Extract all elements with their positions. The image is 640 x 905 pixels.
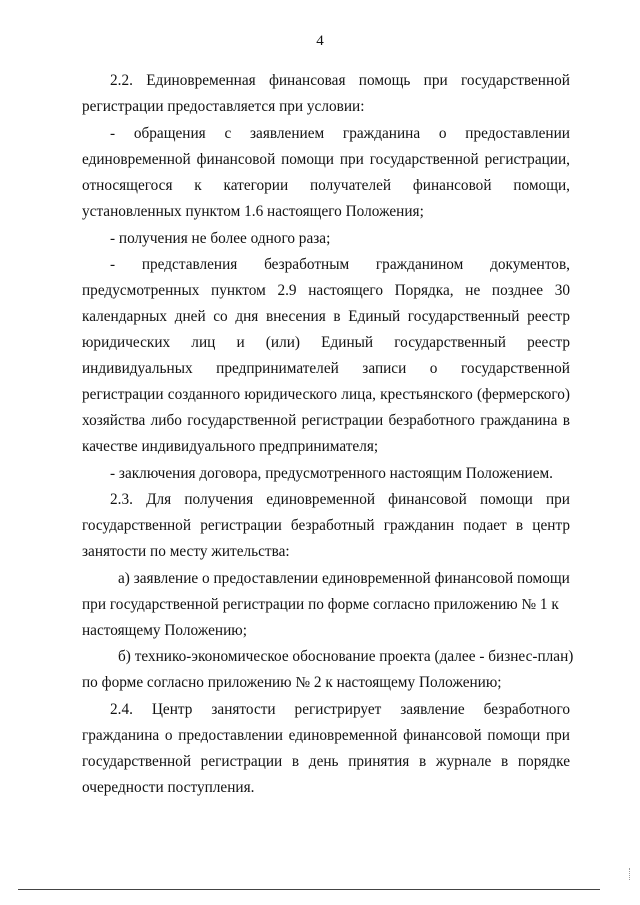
- text-line: регистрации предоставляется при условии:: [82, 98, 365, 115]
- text-line: б) технико-экономическое обоснование проекта (далее - бизнес-план): [118, 648, 574, 665]
- text-line: хозяйства либо государственной регистрации безработного гражданина в: [82, 412, 570, 429]
- text-line: - обращения с заявлением гражданина о предоставлении: [110, 125, 570, 142]
- text-line: государственной регистрации безработный гражданин подает в центр: [82, 517, 570, 534]
- text-line: 2.2. Единовременная финансовая помощь при государственной: [110, 72, 570, 89]
- text-line: по форме согласно приложению № 2 к настоящему Положению;: [82, 674, 502, 691]
- text-line: установленных пунктом 1.6 настоящего Положения;: [82, 203, 424, 220]
- text-line: - заключения договора, предусмотренного настоящим Положением.: [110, 465, 553, 482]
- text-line: - получения не более одного раза;: [110, 230, 331, 247]
- text-line: государственной регистрации в день принятия в журнале в порядке: [82, 753, 570, 770]
- text-line: относящегося к категории получателей финансовой помощи,: [82, 177, 570, 194]
- text-line: единовременной финансовой помощи при государственной регистрации,: [82, 151, 570, 168]
- text-line: 2.3. Для получения единовременной финансовой помощи при: [110, 491, 570, 508]
- page-number: 4: [316, 33, 324, 49]
- text-line: 2.4. Центр занятости регистрирует заявление безработного: [110, 701, 570, 718]
- text-line: юридических лиц и (или) Единый государственный реестр: [82, 334, 570, 351]
- text-line: настоящему Положению;: [82, 622, 247, 639]
- text-line: гражданина о предоставлении единовременной финансовой помощи при: [82, 727, 570, 744]
- text-line: качестве индивидуального предпринимателя;: [82, 438, 379, 455]
- text-line: очередности поступления.: [82, 779, 255, 796]
- text-line: индивидуальных предпринимателей записи о государственной: [82, 360, 570, 377]
- text-line: а) заявление о предоставлении единовременной финансовой помощи: [118, 570, 570, 587]
- text-line: регистрации созданного юридического лица, крестьянского (фермерского): [82, 386, 570, 403]
- text-line: при государственной регистрации по форме согласно приложению № 1 к: [82, 596, 559, 613]
- text-line: календарных дней со дня внесения в Единый государственный реестр: [82, 308, 570, 325]
- text-line: - представления безработным гражданином документов,: [110, 256, 570, 273]
- page-bottom-rule: [18, 889, 600, 890]
- text-line: занятости по месту жительства:: [82, 543, 290, 560]
- scan-edge-mark: [629, 868, 636, 880]
- text-line: предусмотренных пунктом 2.9 настоящего Порядка, не позднее 30: [82, 282, 570, 299]
